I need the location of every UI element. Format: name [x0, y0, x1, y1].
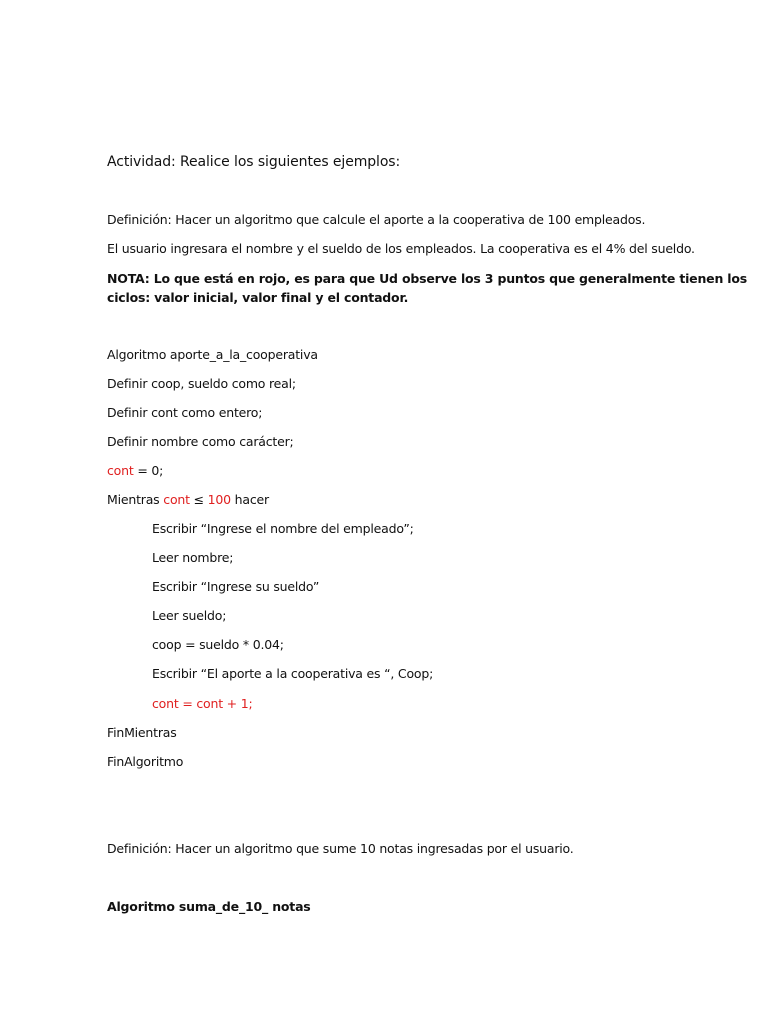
while-operator: ≤ [189, 492, 208, 507]
example2-definition: Definición: Hacer un algoritmo que sume 10 notas ingresadas por el usuario. [107, 841, 574, 856]
nota-line-2: ciclos: valor inicial, valor final y el contador. [107, 290, 409, 305]
code-write-salary-prompt: Escribir “Ingrese su sueldo” [152, 579, 320, 594]
nota-line-1: NOTA: Lo que está en rojo, es para que Ud observe los 3 puntos que generalmente tienen los [107, 271, 748, 286]
code-while-line [107, 492, 269, 508]
example1-user-input-note: El usuario ingresara el nombre y el sueldo de los empleados. La cooperativa es el 4% del sueldo. [107, 241, 695, 256]
code-define-coop: Definir coop, sueldo como real; [107, 376, 296, 391]
code-write-result: Escribir “El aporte a la cooperativa es “, Coop; [152, 666, 434, 681]
code-read-salary: Leer sueldo; [152, 608, 227, 623]
example2-algorithm-line: Algoritmo suma_de_10_ notas [107, 899, 311, 914]
code-end-algorithm: FinAlgoritmo [107, 754, 184, 769]
code-calc-coop: coop = sueldo * 0.04; [152, 637, 284, 652]
init-variable-highlight: cont [107, 463, 134, 478]
while-variable-highlight: cont [163, 492, 190, 507]
code-algorithm-line: Algoritmo aporte_a_la_cooperativa [107, 347, 318, 362]
activity-title: Actividad: Realice los siguientes ejemplos: [107, 154, 401, 170]
while-hacer: hacer [230, 492, 269, 507]
init-assignment: = 0; [133, 463, 164, 478]
example1-definition: Definición: Hacer un algoritmo que calcule el aporte a la cooperativa de 100 empleados. [107, 212, 646, 227]
code-end-while: FinMientras [107, 725, 177, 740]
code-define-cont: Definir cont como entero; [107, 405, 263, 420]
code-write-name-prompt: Escribir “Ingrese el nombre del empleado”; [152, 521, 414, 536]
code-increment-highlight: cont = cont + 1; [152, 696, 253, 711]
code-define-nombre: Definir nombre como carácter; [107, 434, 294, 449]
code-read-name: Leer nombre; [152, 550, 234, 565]
code-init-line [107, 463, 163, 479]
while-limit-highlight: 100 [207, 492, 231, 507]
while-keyword: Mientras [107, 492, 164, 507]
